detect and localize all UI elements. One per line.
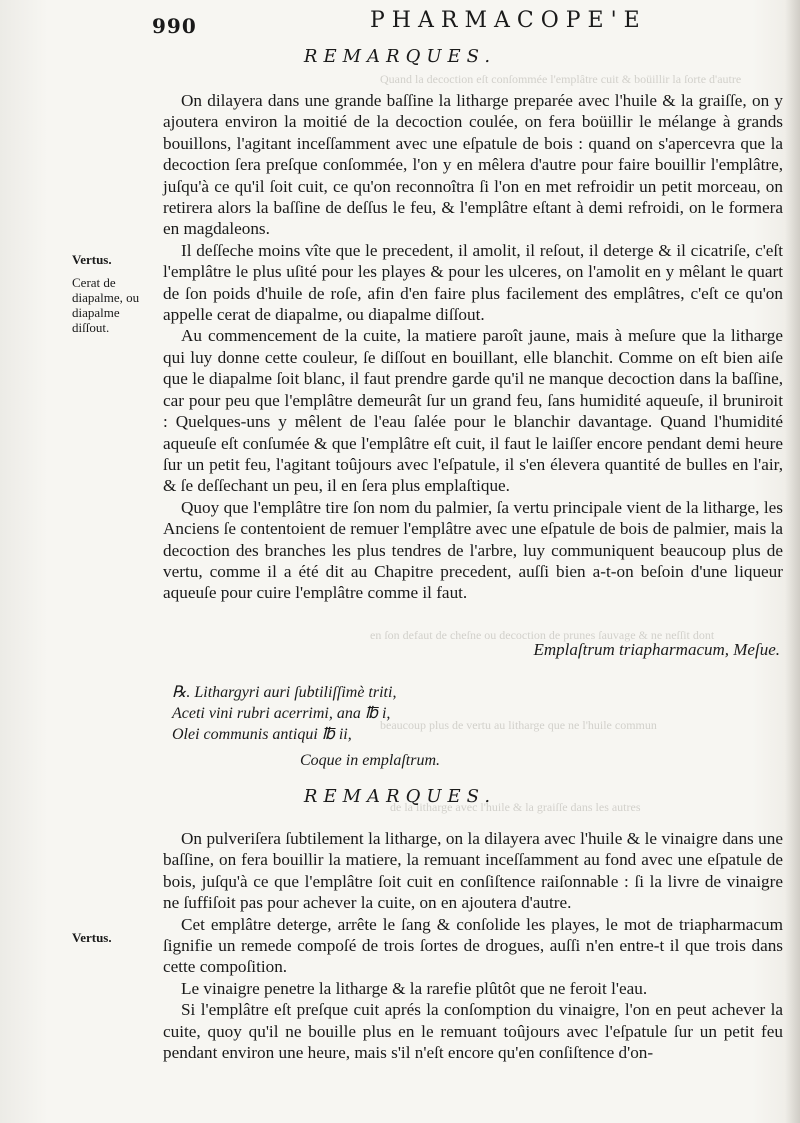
bleed-through-text: Quand la decoction eſt conſommée l'emplâtre cuit & boüillir la ſorte d'autre bbox=[380, 72, 742, 86]
recipe-line: Olei communis antiqui ℔ ii, bbox=[172, 726, 352, 743]
sidenote-label: Vertus. bbox=[72, 252, 112, 267]
section-body bbox=[163, 828, 783, 1063]
recipe-title: Emplaſtrum triapharmacum, Meſue. bbox=[533, 640, 780, 659]
sidenote-vertus bbox=[72, 930, 156, 945]
sidenote-text: Cerat de diapalme, ou diapalme diſſout. bbox=[72, 275, 140, 335]
paragraph: Quoy que l'emplâtre tire ſon nom du palmier, ſa vertu principale vient de la litharge, les Anciens ſe contentoient de remuer l'emplâtre avec une eſpatule de bois de palmier, mais la decoction des branches les plus tendres de l'arbre, luy communiquent beaucoup plus de vertu, comme il a été dit au Chapitre precedent, auſſi bien a-t-on beſoin d'une liqueur aqueuſe pour cuire l'emplâtre comme il faut. bbox=[163, 497, 783, 603]
paragraph: Il deſſeche moins vîte que le precedent, il amolit, il reſout, il deterge & il cicatriſe, c'eſt l'emplâtre le plus uſité pour les playes & pour les ulceres, on l'amolit en y mêlant le quart de ſon poids d'huile de roſe, afin d'en faire plus facilement des emplâtres, c'eſt ce qu'on appelle cerat de diapalme, ou diapalme diſſout. bbox=[163, 240, 783, 325]
paragraph: On dilayera dans une grande baſſine la litharge preparée avec l'huile & la graiſſe, on y ajoutera environ la moitié de la decoction coulée, on fera boüillir le mélange à grands bouillons, l'agitant inceſſamment avec une eſpatule de bois : quand on s'apercevra que la decoction ſera preſque conſommée, l'on y en mêlera d'autre pour faire bouillir l'emplâtre, juſqu'à ce qu'il ſoit cuit, ce qu'on reconnoîtra ſi l'on en met refroidir un petit morceau, on retirera alors la baſſine de deſſus le feu, & l'emplâtre eſtant à demi refroidi, on le formera en magdaleons. bbox=[163, 91, 783, 239]
sidenote-label: Vertus. bbox=[72, 930, 112, 945]
section-body bbox=[163, 90, 783, 604]
paragraph: Au commencement de la cuite, la matiere paroît jaune, mais à meſure que la litharge qui luy donne cette couleur, ſe diſſout en bouillant, elle blanchit. Comme on eſt bien aiſe que le diapalme ſoit blanc, il faut prendre garde qu'il ne manque decoction dans la baſſine, car pour peu que l'emplâtre demeurât ſur un grand feu, ſans humidité aqueuſe, il bruniroit : Quelques-uns y mêlent de l'eau ſalée pour le blanchir davantage. Quand l'humidité aqueuſe eſt conſumée & que l'emplâtre eſt cuit, il faut le laiſſer encore pendant demi heure ſur un petit feu, l'agitant toûjours avec l'eſpatule, il s'en élevera quantité de bulles en l'air, & ſe deſſechant un peu, il en ſera plus emplaſtique. bbox=[163, 326, 783, 496]
recipe-line: ℞. Lithargyri auri ſubtiliſſimè triti, bbox=[172, 684, 397, 701]
running-head: PHARMACOPE'E bbox=[370, 8, 647, 33]
sidenote-vertus bbox=[72, 252, 156, 335]
section-heading: REMARQUES. bbox=[303, 46, 497, 67]
page-number: 990 bbox=[152, 14, 197, 38]
paragraph: Si l'emplâtre eſt preſque cuit aprés la conſomption du vinaigre, l'on en peut achever la cuite, quoy qu'il ne bouille plus en le remuant toûjours avec l'eſpatule ſur un petit feu pendant environ une heure, mais s'il n'eſt encore qu'en conſiſtence d'on- bbox=[163, 1000, 783, 1063]
recipe-instruction: Coque in emplaſtrum. bbox=[300, 752, 440, 769]
paragraph: Cet emplâtre deterge, arrête le ſang & conſolide les playes, le mot de triapharmacum ſignifie un remede compoſé de trois ſortes de drogues, auſſi n'en entre-t il que trois dans cette compoſition. bbox=[163, 914, 783, 977]
bleed-through-text: de la litharge avec l'huile & la graiſſe dans les autres bbox=[390, 800, 641, 814]
paragraph: Le vinaigre penetre la litharge & la rarefie plûtôt que ne feroit l'eau. bbox=[181, 978, 648, 998]
recipe-line: Aceti vini rubri acerrimi, ana ℔ i, bbox=[172, 705, 391, 722]
section-heading: REMARQUES. bbox=[303, 786, 497, 807]
recipe bbox=[172, 682, 772, 745]
page-edge-shadow bbox=[785, 0, 800, 1123]
paragraph: On pulveriſera ſubtilement la litharge, on la dilayera avec l'huile & le vinaigre dans une baſſine, on fera bouillir la matiere, la remuant inceſſamment au fond avec une eſpatule de bois, juſqu'à ce que l'emplâtre ſoit cuit en conſiſtence raiſonnable : ſi la livre de vinaigre ne ſuffiſoit pas pour achever la cuite, on en ajoutera d'autre. bbox=[163, 829, 783, 913]
bleed-through-text: beaucoup plus de vertu au litharge que ne l'huile commun bbox=[380, 718, 657, 732]
bleed-through-text: en ſon defaut de cheſne ou decoction de prunes ſauvage & ne neſſit dont bbox=[370, 628, 715, 642]
